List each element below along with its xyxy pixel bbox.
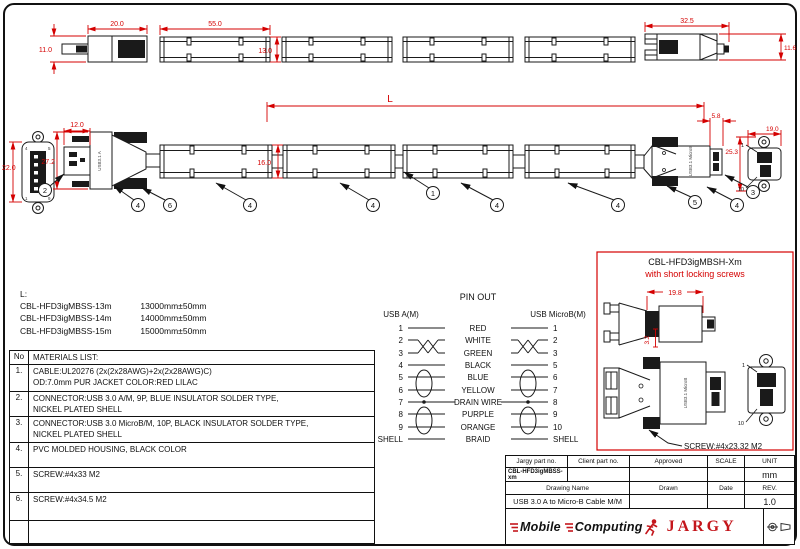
row-no: 5. [10, 468, 29, 492]
callout-1-num: 1 [430, 189, 436, 198]
dim-22-label: 22.0 [2, 165, 16, 172]
drawn-header: Drawn [630, 482, 707, 494]
row-line2: NICKEL PLATED SHELL [33, 430, 122, 439]
pin-left-6: 6 [398, 386, 403, 395]
row-line2: NICKEL PLATED SHELL [33, 405, 122, 414]
materials-header-row [10, 351, 374, 365]
usba-pin-br: 9 [48, 196, 51, 201]
unit-value: mm [762, 469, 778, 480]
drawn-value [630, 495, 707, 508]
pinout-left-header: USB A(M) [383, 310, 419, 319]
top-usba-side-view [62, 36, 147, 62]
callout-4-f2 [340, 183, 380, 212]
part-length: 14000mm±50mm [140, 313, 207, 324]
ferrite-4 [525, 145, 635, 178]
dim-19-label: 19.0 [766, 126, 779, 133]
pin-right-9: 10 [553, 423, 562, 432]
length-list-label: L: [20, 289, 28, 299]
materials-title: MATERIALS LIST: [33, 353, 99, 362]
dim-20-label: 20.0 [110, 21, 124, 28]
computing-logo-text: Computing [574, 519, 643, 534]
pin-left-8: 8 [398, 410, 403, 419]
pin-right-shell: SHELL [553, 435, 579, 444]
pin-left-3: 3 [398, 349, 403, 358]
detail-box [597, 252, 793, 451]
pin-right-2: 2 [553, 336, 558, 345]
dim-13-label: 13.0 [258, 48, 272, 55]
dim-11-6-label: 11.6 [784, 45, 797, 52]
wire-color-5: BLUE [467, 373, 489, 382]
dim-5-8 [697, 113, 736, 146]
row-no: 3. [10, 417, 29, 442]
part-number: CBL-HFD3igMBSS-13m [20, 301, 112, 312]
date-value [708, 495, 746, 508]
callout-4-num: 4 [247, 201, 253, 210]
dim-27-2-label: 27.2 [41, 159, 55, 166]
logo-row [506, 509, 794, 544]
top-microb-side-view [645, 34, 729, 60]
microb-front-view [738, 137, 781, 194]
callout-4-f1 [216, 183, 257, 212]
row-line1: CONNECTOR:USB 3.0 A/M, 9P, BLUE INSULATOR SOLDER TYPE, [33, 394, 279, 403]
wire-color-4: BLACK [464, 361, 492, 370]
row-line1: CABLE:UL20276 (2x(2x28AWG)+2x(2x28AWG)C) [33, 367, 212, 376]
dim-L [267, 94, 704, 122]
usba-pin-tr: 5 [48, 146, 51, 151]
pin-right-4: 5 [553, 361, 558, 370]
callout-5-num: 5 [692, 198, 698, 207]
materials-row-2 [10, 392, 374, 417]
wire-color-3: GREEN [463, 349, 493, 358]
callout-4-num: 4 [370, 201, 376, 210]
length-list [20, 288, 206, 337]
callout-4-f3 [461, 183, 504, 212]
detail-housing-label: USB3.1 MicroB [683, 377, 688, 409]
pin-left-9: 9 [398, 423, 403, 432]
length-row [20, 312, 206, 324]
row-line2: OD:7.0mm PUR JACKET COLOR:RED LILAC [33, 378, 198, 387]
detail-dim-3-2-label: 3.2 [644, 335, 651, 345]
projection-symbol [764, 509, 794, 544]
pin-left-2: 2 [398, 336, 403, 345]
materials-row-4 [10, 443, 374, 468]
detail-title: CBL-HFD3igMBSH-Xm [648, 257, 742, 267]
usba-housing-label: USB3.1 A [97, 151, 102, 171]
wire-color-8: PURPLE [461, 410, 495, 419]
pin-left-shell: SHELL [377, 435, 403, 444]
title-block-header-row [506, 456, 794, 468]
ferrite-3 [403, 145, 513, 178]
usba-pin-bl: 1 [25, 196, 28, 201]
runner-icon [643, 518, 659, 536]
detail-pin-1: 1 [741, 363, 745, 369]
dim-12-label: 12.0 [70, 122, 84, 129]
pin-right-1: 1 [553, 324, 558, 333]
wire-color-braid: BRAID [465, 435, 491, 444]
row-no: 6. [10, 493, 29, 520]
wire-color-2: WHITE [465, 336, 491, 345]
pin-right-3: 3 [553, 349, 558, 358]
ferrite-2 [283, 145, 395, 178]
title-block-value-row-2 [506, 495, 794, 509]
pin-right-5: 6 [553, 373, 558, 382]
top-ferrite-2 [282, 37, 392, 62]
rev-header: REV. [762, 484, 777, 492]
company-logo [506, 509, 764, 544]
detail-side-view [604, 357, 725, 429]
date-header: Date [708, 482, 746, 494]
approved-value [630, 468, 707, 481]
dim-25-3-label: 25.3 [725, 149, 738, 156]
materials-no-header: No [10, 351, 29, 364]
length-row [20, 300, 206, 312]
pin-right-8: 9 [553, 410, 558, 419]
wire-color-9: ORANGE [460, 423, 496, 432]
callout-4-num: 4 [734, 201, 740, 210]
top-ferrite-1 [160, 37, 270, 62]
materials-table [9, 350, 375, 544]
callout-4-num: 4 [135, 201, 141, 210]
dim-11-6 [719, 34, 797, 60]
pin-right-6: 7 [553, 386, 558, 395]
unit-header: UNIT [762, 458, 778, 465]
scale-value [708, 468, 746, 481]
callout-4-num: 4 [494, 201, 500, 210]
wire-color-1: RED [469, 324, 487, 333]
detail-pin-10: 10 [737, 421, 744, 427]
detail-subtitle: with short locking screws [645, 269, 745, 279]
usba-pin-tl: 4 [25, 146, 28, 151]
dim-11-label: 11.0 [38, 47, 52, 54]
rev-value: 1.0 [763, 496, 776, 507]
dim-20 [88, 21, 147, 34]
callout-3-num: 3 [750, 188, 756, 197]
mobile-logo-text: Mobile [520, 519, 561, 534]
client-partno-header: Client part no. [568, 456, 631, 467]
detail-top-view [604, 303, 715, 347]
part-number: CBL-HFD3igMBSS-15m [20, 325, 112, 336]
speed-lines-icon [565, 521, 574, 533]
callout-4-num: 4 [615, 201, 621, 210]
callout-6-num: 6 [167, 201, 173, 210]
row-line1: SCREW:#4x34.5 M2 [33, 495, 107, 504]
row-line1: SCREW:#4x33 M2 [33, 470, 100, 479]
top-ferrite-4 [525, 37, 635, 62]
callout-5 [667, 186, 702, 209]
pin-left-5: 5 [398, 373, 403, 382]
materials-row-6 [10, 493, 374, 521]
speed-lines-icon [510, 521, 519, 533]
callout-6 [142, 188, 177, 212]
drawing-name-value: USB 3.0 A to Micro-B Cable M/M [506, 495, 630, 508]
pinout-right-header: USB MicroB(M) [530, 310, 586, 319]
drawing-name-header: Drawing Name [506, 482, 630, 494]
pin-right-7: 8 [553, 398, 558, 407]
dim-16-label: 16.0 [257, 160, 271, 167]
row-no: 4. [10, 443, 29, 467]
ferrite-1 [160, 145, 272, 178]
part-length: 15000mm±50mm [140, 325, 207, 336]
part-number: CBL-HFD3igMBSS-14m [20, 313, 112, 324]
wire-color-7: DRAIN WIRE [454, 398, 502, 407]
dim-55-label: 55.0 [208, 21, 222, 28]
row-no: 1. [10, 365, 29, 391]
detail-screw-label: SCREW:#4x23.32 M2 [684, 442, 763, 451]
microb-pin-1: 1 [740, 143, 744, 149]
part-length: 13000mm±50mm [140, 301, 207, 312]
pinout-title: PIN OUT [459, 292, 497, 302]
pin-left-7: 7 [398, 398, 403, 407]
third-angle-projection-icon [766, 519, 792, 535]
row-no: 2. [10, 392, 29, 416]
materials-row-1 [10, 365, 374, 392]
pinout-diagram [378, 292, 586, 444]
materials-row-3 [10, 417, 374, 443]
usba-front-view [22, 132, 54, 214]
length-row [20, 325, 206, 337]
scale-header: SCALE [708, 456, 746, 467]
client-partno-value [568, 468, 631, 481]
callout-2-num: 2 [42, 186, 48, 195]
materials-row-5 [10, 468, 374, 493]
materials-row-empty [10, 521, 374, 543]
microb-housing-label: USB3.1 MicroB [688, 145, 693, 177]
detail-front-view [738, 355, 785, 428]
jargy-partno-value: CBL-HFD3igMBSS-xm [506, 468, 568, 481]
detail-dim-19-8-label: 19.8 [668, 290, 682, 297]
dim-32-5-label: 32.5 [680, 18, 694, 25]
pin-left-1: 1 [398, 324, 403, 333]
usba-side-view [64, 132, 160, 189]
dim-L-label: L [387, 94, 393, 105]
title-block [505, 455, 795, 545]
callout-4-boot [114, 186, 145, 212]
title-block-value-row [506, 468, 794, 482]
pin-left-4: 4 [398, 361, 403, 370]
dim-55 [160, 21, 270, 35]
approved-header: Approved [630, 456, 707, 467]
wire-color-6: YELLOW [461, 386, 495, 395]
dim-5-8-label: 5.8 [711, 113, 721, 120]
jargy-partno-header: Jargy part no. [506, 456, 568, 467]
microb-pin-10: 10 [737, 187, 744, 193]
top-ferrite-3 [403, 37, 513, 62]
row-line1: PVC MOLDED HOUSING, BLACK COLOR [33, 445, 187, 454]
title-block-header-row-2 [506, 482, 794, 495]
callout-4-f4 [568, 183, 625, 212]
jargy-logo-text: JARGY [666, 517, 737, 535]
row-line1: CONNECTOR:USB 3.0 MicroB/M, 10P, BLACK INSULATOR SOLDER TYPE, [33, 419, 309, 428]
